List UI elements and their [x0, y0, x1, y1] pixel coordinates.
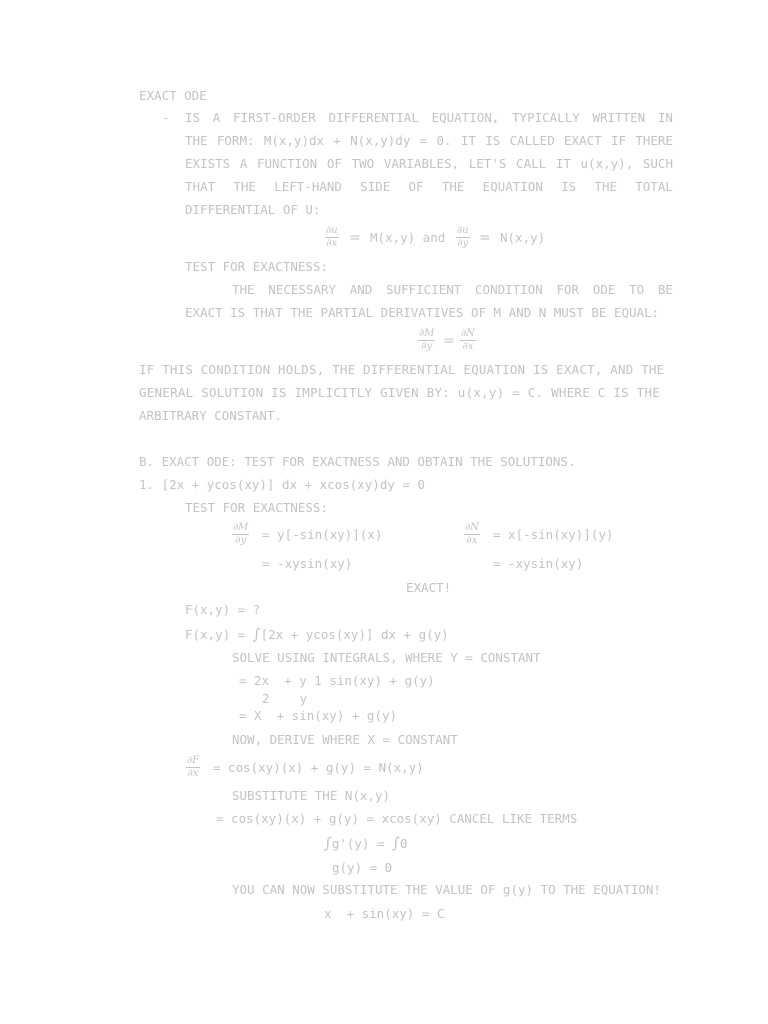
- test-exactness-heading-b: TEST FOR EXACTNESS:: [185, 500, 328, 515]
- word: DIFFERENTIAL: [328, 110, 419, 125]
- substitute-note: SUBSTITUTE THE N(x,y): [232, 788, 391, 803]
- word: NECESSARY: [268, 282, 337, 297]
- word: THE: [232, 282, 255, 297]
- word: u(x,y),: [580, 156, 634, 171]
- word: THE: [441, 179, 465, 194]
- integral-sign-icon: ∫: [392, 834, 400, 852]
- eq1-n-part: N(x,y): [500, 230, 546, 245]
- condition-line-3: ARBITRARY CONSTANT.: [139, 408, 282, 423]
- problem-statement: 1. [2x + ycos(xy)] dx + xcos(xy)dy = 0: [139, 477, 425, 492]
- definition-line: [185, 133, 673, 149]
- f-integral-line: [185, 626, 449, 643]
- fraction-numerator: ∂N: [461, 328, 475, 339]
- partial-u-y-fraction: [456, 226, 470, 249]
- word: A: [212, 110, 221, 125]
- word: CALL: [516, 156, 547, 171]
- definition-line: [185, 179, 673, 195]
- word: IS: [561, 179, 577, 194]
- word: SIDE: [360, 179, 391, 194]
- fraction-numerator: ∂u: [457, 225, 469, 236]
- word: LET'S: [468, 156, 507, 171]
- exact-verdict: EXACT!: [406, 580, 452, 595]
- word: BE: [657, 282, 673, 297]
- word: FIRST-ORDER: [233, 110, 316, 125]
- integration-step-2: = X + sin(xy) + g(y): [239, 708, 398, 723]
- word: TO: [629, 282, 645, 297]
- word: =: [419, 133, 428, 148]
- fraction-denominator: ∂x: [466, 535, 478, 546]
- section-b-title: B. EXACT ODE: TEST FOR EXACTNESS AND OBTAIN THE SOLUTIONS.: [139, 454, 576, 469]
- word: TOTAL: [635, 179, 673, 194]
- word: CONDITION: [475, 282, 543, 297]
- integral-gy-left: g'(y) =: [331, 836, 393, 851]
- word: FUNCTION: [257, 156, 318, 171]
- eq1-m-part: M(x,y) and: [370, 230, 446, 245]
- word: THE: [185, 133, 208, 148]
- word: TYPICALLY: [512, 110, 580, 125]
- substitute-line: = cos(xy)(x) + g(y) = xcos(xy) CANCEL LIKE TERMS: [216, 811, 578, 826]
- word: LEFT-HAND: [274, 179, 342, 194]
- word: ODE: [592, 282, 616, 297]
- fraction-denominator: ∂y: [235, 535, 247, 546]
- integral-gy-line: [324, 835, 407, 852]
- dm-expression: = y[-sin(xy)](x): [262, 527, 383, 542]
- word: OF: [326, 156, 342, 171]
- partial-m-y-fraction-b: [232, 523, 249, 546]
- word: CALLED: [509, 133, 555, 148]
- word: THE: [233, 179, 256, 194]
- word: OF: [408, 179, 424, 194]
- f-integral-prefix: F(x,y) =: [185, 627, 253, 642]
- definition-last-line: DIFFERENTIAL OF U:: [185, 202, 321, 217]
- fraction-numerator: ∂M: [233, 522, 249, 533]
- fraction-denominator: ∂x: [462, 341, 474, 352]
- fraction-numerator: ∂N: [465, 522, 479, 533]
- dn-result: = -xysin(xy): [493, 556, 584, 571]
- equals-sign: =: [479, 230, 491, 246]
- test-condition-line-2: EXACT IS THAT THE PARTIAL DERIVATIVES OF M AND N MUST BE EQUAL:: [185, 305, 660, 320]
- word: SUCH: [642, 156, 673, 171]
- word: THE: [594, 179, 618, 194]
- fraction-denominator: ∂x: [187, 768, 199, 779]
- word: SUFFICIENT: [386, 282, 462, 297]
- word: EQUATION: [482, 179, 543, 194]
- definition-line: [185, 156, 673, 172]
- df-expression: = cos(xy)(x) + g(y) = N(x,y): [213, 760, 424, 775]
- word: WRITTEN: [592, 110, 646, 125]
- word: N(x,y)dy: [350, 133, 411, 148]
- dm-result: = -xysin(xy): [262, 556, 353, 571]
- fraction-numerator: ∂u: [326, 225, 338, 236]
- partial-m-y-fraction: [418, 329, 435, 352]
- partial-f-x-fraction: [186, 756, 200, 779]
- word: IT: [555, 156, 571, 171]
- final-note: YOU CAN NOW SUBSTITUTE THE VALUE OF g(y) TO THE EQUATION!: [232, 882, 661, 897]
- fraction-numerator: ∂F: [187, 755, 200, 766]
- partial-n-x-fraction: [460, 329, 476, 352]
- word: A: [239, 156, 248, 171]
- word: EXACT: [564, 133, 602, 148]
- partial-u-x-fraction: [325, 226, 339, 249]
- partial-n-x-fraction-b: [464, 523, 480, 546]
- heading-exact-ode: EXACT ODE: [139, 88, 207, 103]
- word: AND: [349, 282, 373, 297]
- condition-line-1: IF THIS CONDITION HOLDS, THE DIFFERENTIAL EQUATION IS EXACT, AND THE: [139, 362, 665, 377]
- word: IF: [610, 133, 627, 148]
- solve-note: SOLVE USING INTEGRALS, WHERE Y = CONSTANT: [232, 650, 541, 665]
- word: THERE: [635, 133, 673, 148]
- test-condition-line-1: [232, 282, 673, 298]
- word: THAT: [185, 179, 216, 194]
- derive-note: NOW, DERIVE WHERE X = CONSTANT: [232, 732, 458, 747]
- equals-sign: =: [443, 333, 455, 349]
- fraction-denominator: ∂x: [326, 238, 338, 249]
- word: +: [333, 133, 341, 148]
- word: VARIABLES,: [383, 156, 460, 171]
- word: 0.: [436, 133, 452, 148]
- word: FORM:: [216, 133, 255, 148]
- word: IT: [460, 133, 476, 148]
- final-equation: x + sin(xy) = C: [324, 906, 445, 921]
- f-definition: F(x,y) = ?: [185, 602, 261, 617]
- word: IN: [657, 110, 673, 125]
- definition-line: [185, 110, 673, 126]
- fraction-denominator: ∂y: [421, 341, 433, 352]
- word: M(x,y)dx: [263, 133, 325, 148]
- word: IS: [185, 110, 201, 125]
- test-exactness-heading: TEST FOR EXACTNESS:: [185, 259, 328, 274]
- word: FOR: [556, 282, 580, 297]
- integration-step-1: = 2x + y 1 sin(xy) + g(y): [239, 673, 435, 688]
- word: IS: [485, 133, 501, 148]
- dn-expression: = x[-sin(xy)](y): [493, 527, 614, 542]
- word: EQUATION,: [431, 110, 500, 125]
- f-integral-body: [2x + ycos(xy)] dx + g(y): [260, 627, 449, 642]
- condition-line-2: GENERAL SOLUTION IS IMPLICITLY GIVEN BY: u(x,y) = C. WHERE C IS THE: [139, 385, 660, 400]
- bullet-marker: -: [162, 110, 170, 125]
- word: TWO: [351, 156, 375, 171]
- word: EXISTS: [185, 156, 231, 171]
- fraction-numerator: ∂M: [419, 328, 435, 339]
- equals-sign: =: [349, 230, 361, 246]
- integration-step-1-subscripts: 2 y: [262, 691, 308, 706]
- integral-gy-right: 0: [399, 836, 408, 851]
- integral-sign-icon: ∫: [324, 834, 332, 852]
- gy-result: g(y) = 0: [332, 860, 393, 875]
- integral-sign-icon: ∫: [252, 625, 261, 643]
- fraction-denominator: ∂y: [457, 238, 469, 249]
